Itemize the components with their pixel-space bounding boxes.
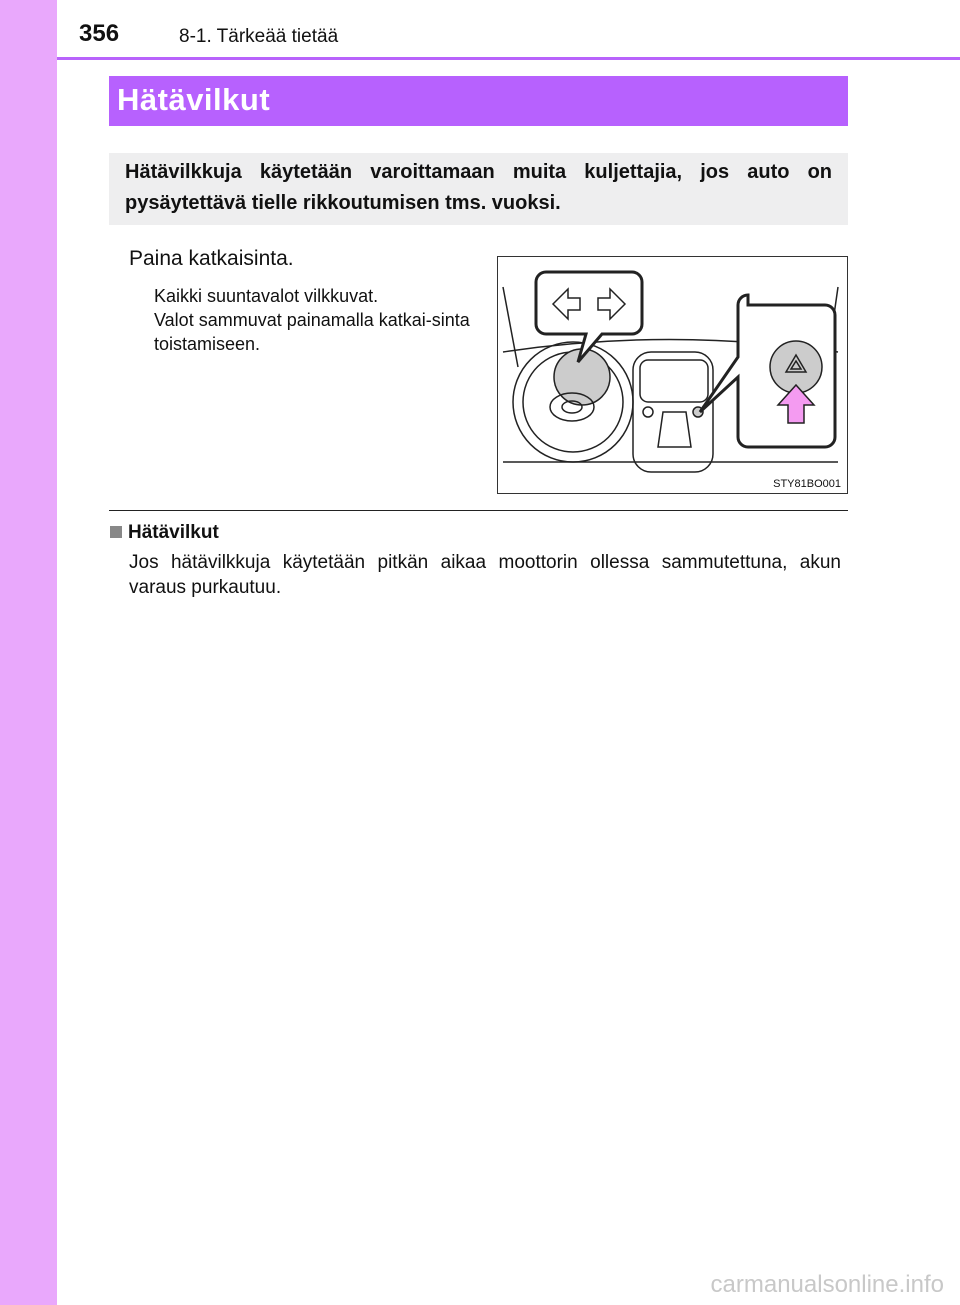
figure-code: STY81BO001 — [773, 478, 841, 490]
step-instruction: Paina katkaisinta. — [129, 247, 294, 270]
page-number: 356 — [79, 20, 120, 47]
side-tab — [0, 0, 57, 1305]
section-title: Hätävilkut — [109, 76, 848, 126]
section-divider — [109, 510, 848, 511]
note-heading — [110, 522, 219, 544]
watermark: carmanualsonline.info — [710, 1271, 944, 1298]
header-rule — [57, 57, 960, 60]
intro-box: Hätävilkkuja käytetään varoittamaan muita kuljettajia, jos auto on pysäytettävä tielle rikkoutumisen tms. vuoksi. — [109, 153, 848, 225]
chapter-title: 8-1. Tärkeää tietää — [179, 26, 339, 47]
note-heading-text: Hätävilkut — [128, 522, 219, 543]
dashboard-drawing — [498, 257, 847, 493]
step-line-1: Kaikki suuntavalot vilkkuvat. — [154, 286, 379, 306]
step-description — [154, 284, 484, 356]
dashboard-illustration — [497, 256, 848, 494]
note-body: Jos hätävilkkuja käytetään pitkän aikaa moottorin ollessa sammutettuna, akun varaus purkautuu. — [129, 552, 841, 598]
step-line-2: Valot sammuvat painamalla katkai-sinta toistamiseen. — [154, 310, 470, 354]
square-bullet-icon — [110, 526, 122, 538]
